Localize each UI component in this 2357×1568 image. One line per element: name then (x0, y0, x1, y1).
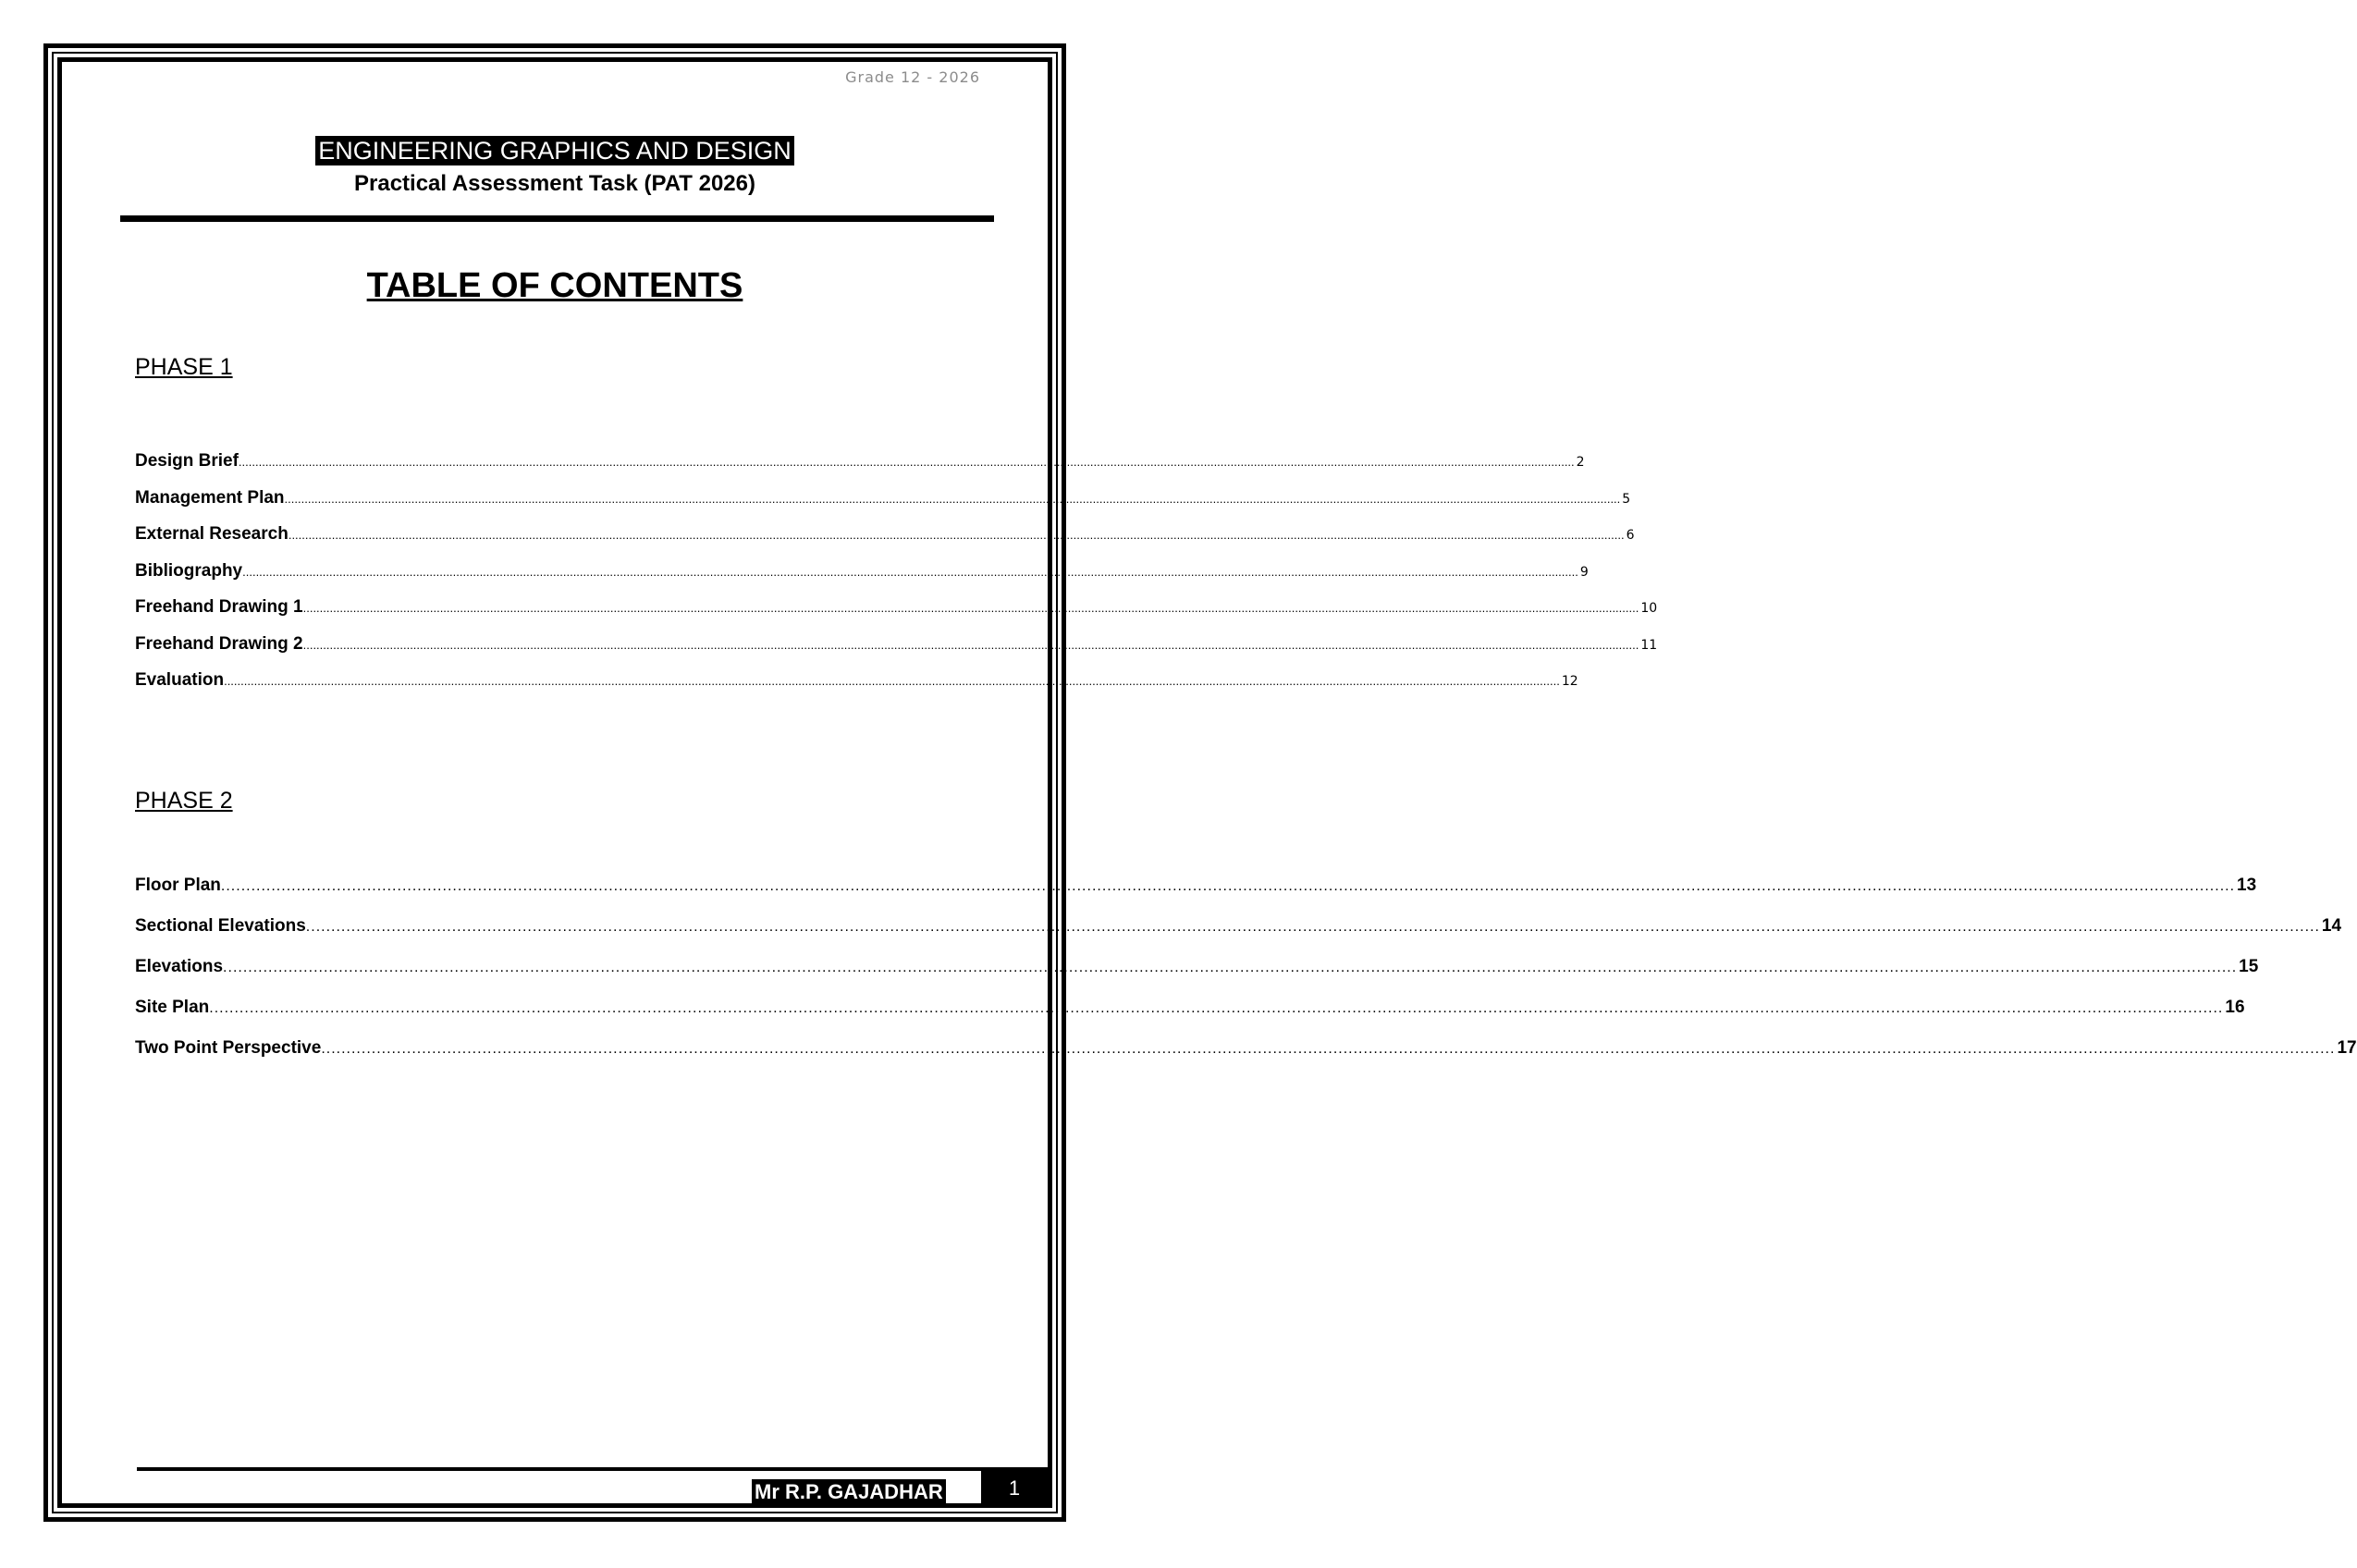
document-title: ENGINEERING GRAPHICS AND DESIGN (315, 136, 794, 165)
toc-leader-dots: ................................................................................................................................................................................................................................................................................................................................................................................................................ (220, 878, 2236, 894)
phase-1-toc-list (135, 451, 1658, 707)
toc-leader-dots: ................................................................................................................................................................................................................................................................................................................................................................................................................ (288, 528, 1625, 542)
toc-entry-page: 12 (1561, 674, 1578, 689)
toc-leader-dots: ................................................................................................................................................................................................................................................................................................................................................................................................................ (242, 564, 1578, 579)
toc-leader-dots: ................................................................................................................................................................................................................................................................................................................................................................................................................ (305, 919, 2320, 935)
toc-entry-label: External Research (135, 524, 288, 544)
document-title-wrap (0, 136, 1110, 165)
toc-entry-evaluation[interactable] (135, 670, 1578, 707)
toc-leader-dots: ................................................................................................................................................................................................................................................................................................................................................................................................................ (302, 601, 1639, 615)
toc-entry-page: 11 (1640, 637, 1658, 653)
toc-entry-two-point-perspective[interactable] (135, 1038, 2357, 1079)
toc-entry-label: Floor Plan (135, 876, 221, 895)
document-subtitle: Practical Assessment Task (PAT 2026) (354, 171, 755, 196)
toc-entry-label: Management Plan (135, 487, 285, 508)
toc-entry-page: 17 (2337, 1038, 2357, 1058)
toc-leader-dots: ................................................................................................................................................................................................................................................................................................................................................................................................................ (223, 960, 2238, 975)
toc-entry-design-brief[interactable] (135, 451, 1585, 488)
toc-entry-page: 6 (1626, 528, 1635, 543)
toc-leader-dots: ................................................................................................................................................................................................................................................................................................................................................................................................................ (224, 674, 1560, 688)
toc-entry-page: 15 (2239, 957, 2259, 976)
toc-entry-management-plan[interactable] (135, 487, 1631, 525)
toc-entry-label: Elevations (135, 957, 224, 976)
toc-entry-elevations[interactable] (135, 957, 2259, 998)
toc-entry-freehand-drawing-1[interactable] (135, 597, 1658, 634)
toc-entry-page: 2 (1576, 455, 1585, 470)
toc-entry-sectional-elevations[interactable] (135, 916, 2342, 957)
toc-entry-page: 9 (1579, 564, 1589, 580)
toc-heading: TABLE OF CONTENTS (366, 266, 743, 305)
grade-label: Grade 12 - 2026 (845, 68, 980, 86)
toc-entry-page: 14 (2321, 916, 2342, 936)
toc-entry-floor-plan[interactable] (135, 876, 2257, 916)
toc-entry-site-plan[interactable] (135, 998, 2245, 1038)
toc-entry-label: Bibliography (135, 560, 243, 581)
phase-2-toc-list (135, 876, 2357, 1079)
toc-entry-label: Design Brief (135, 451, 239, 471)
toc-leader-dots: ................................................................................................................................................................................................................................................................................................................................................................................................................ (321, 1041, 2336, 1057)
toc-leader-dots: ................................................................................................................................................................................................................................................................................................................................................................................................................ (209, 1000, 2224, 1016)
footer-rule (137, 1467, 1048, 1471)
toc-entry-page: 13 (2237, 876, 2257, 895)
toc-entry-page: 5 (1622, 491, 1631, 507)
header-rule (120, 215, 994, 222)
toc-entry-label: Evaluation (135, 670, 225, 690)
toc-entry-label: Freehand Drawing 1 (135, 597, 303, 617)
toc-entry-page: 16 (2225, 998, 2245, 1017)
toc-entry-external-research[interactable] (135, 524, 1635, 561)
phase-2-heading: PHASE 2 (135, 788, 233, 814)
toc-entry-label: Sectional Elevations (135, 916, 306, 936)
author-label: Mr R.P. GAJADHAR (752, 1479, 946, 1505)
toc-entry-label: Freehand Drawing 2 (135, 633, 303, 654)
toc-entry-bibliography[interactable] (135, 560, 1589, 598)
toc-entry-freehand-drawing-2[interactable] (135, 633, 1658, 671)
toc-entry-label: Two Point Perspective (135, 1038, 322, 1058)
toc-leader-dots: ................................................................................................................................................................................................................................................................................................................................................................................................................ (284, 491, 1621, 506)
toc-leader-dots: ................................................................................................................................................................................................................................................................................................................................................................................................................ (302, 637, 1639, 652)
toc-entry-label: Site Plan (135, 998, 210, 1017)
toc-entry-page: 10 (1640, 601, 1658, 616)
phase-1-heading: PHASE 1 (135, 354, 233, 380)
page-number: 1 (981, 1469, 1048, 1508)
toc-leader-dots: ................................................................................................................................................................................................................................................................................................................................................................................................................ (238, 455, 1575, 469)
